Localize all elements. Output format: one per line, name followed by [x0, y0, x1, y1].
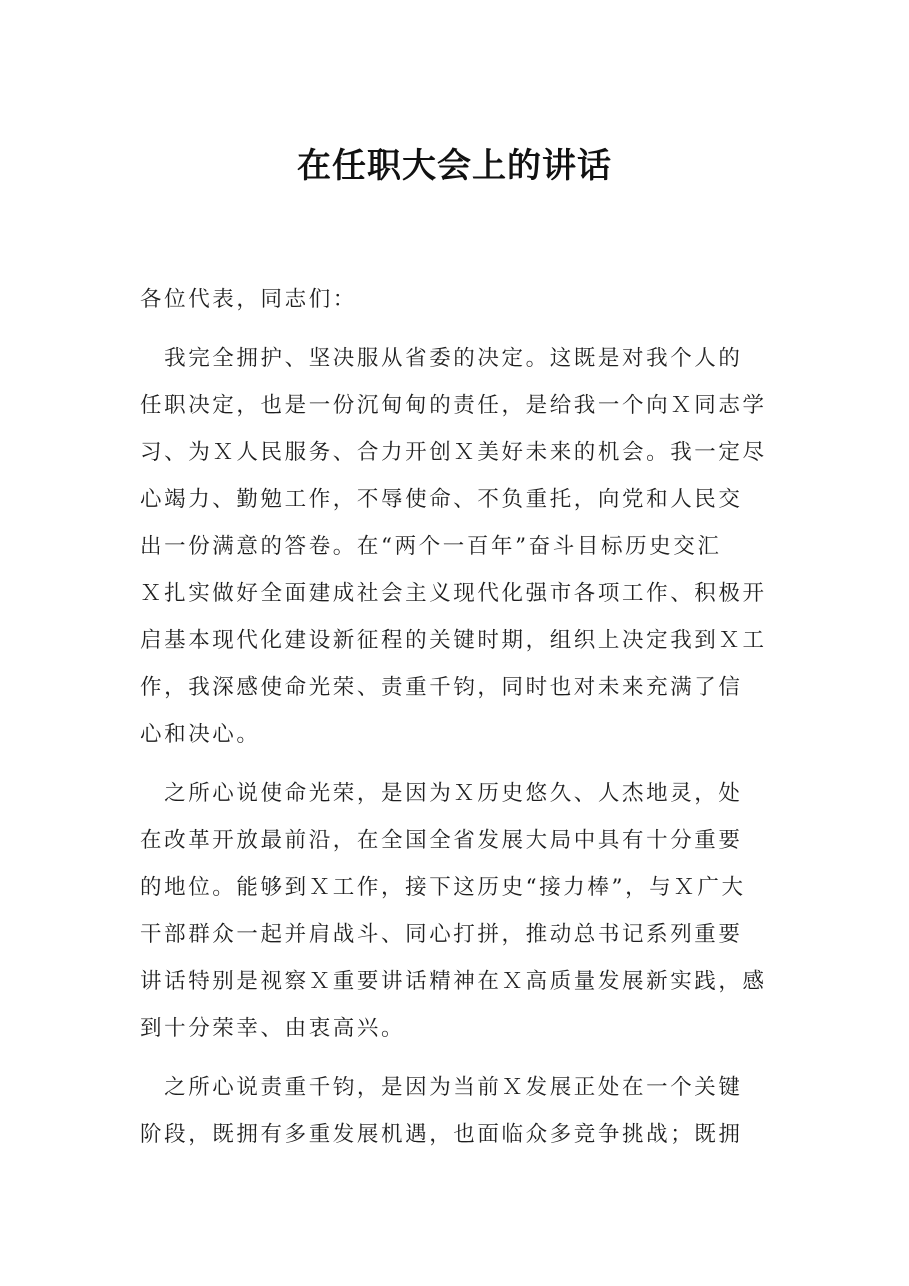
text-line: 启基本现代化建设新征程的关键时期，组织上决定我到Ｘ工 — [140, 628, 767, 653]
paragraph-1 — [140, 335, 772, 758]
document-title: 在任职大会上的讲话 — [297, 146, 612, 186]
text-line: 在改革开放最前沿，在全国全省发展大局中具有十分重要 — [140, 828, 743, 853]
text-line: 出一份满意的答卷。在“两个一百年”奋斗目标历史交汇 — [140, 534, 722, 559]
paragraph-2 — [140, 770, 772, 1052]
text-line: 之所心说使命光荣，是因为Ｘ历史悠久、人杰地灵，处 — [140, 781, 743, 806]
text-line: 之所心说责重千钧，是因为当前Ｘ发展正处在一个关键 — [140, 1075, 743, 1100]
document-body — [140, 276, 772, 1158]
text-line: Ｘ扎实做好全面建成社会主义现代化强市各项工作、积极开 — [140, 581, 767, 606]
text-line: 任职决定，也是一份沉甸甸的责任，是给我一个向Ｘ同志学 — [140, 393, 767, 418]
text-line: 我完全拥护、坚决服从省委的决定。这既是对我个人的 — [140, 346, 743, 371]
salutation: 各位代表，同志们： — [140, 287, 357, 312]
paragraph-3 — [140, 1064, 772, 1158]
text-line: 干部群众一起并肩战斗、同心打拼，推动总书记系列重要 — [140, 922, 743, 947]
text-line: 心竭力、勤勉工作，不辱使命、不负重托，向党和人民交 — [140, 487, 743, 512]
text-line: 讲话特别是视察Ｘ重要讲话精神在Ｘ高质量发展新实践，感 — [140, 969, 767, 994]
text-line: 阶段，既拥有多重发展机遇，也面临众多竞争挑战；既拥 — [140, 1122, 743, 1147]
text-line: 到十分荣幸、由衷高兴。 — [140, 1016, 406, 1041]
text-line: 作，我深感使命光荣、责重千钧，同时也对未来充满了信 — [140, 675, 743, 700]
text-line: 心和决心。 — [140, 722, 261, 747]
text-line: 习、为Ｘ人民服务、合力开创Ｘ美好未来的机会。我一定尽 — [140, 440, 767, 465]
text-line: 的地位。能够到Ｘ工作，接下这历史“接力棒”，与Ｘ广大 — [140, 875, 746, 900]
